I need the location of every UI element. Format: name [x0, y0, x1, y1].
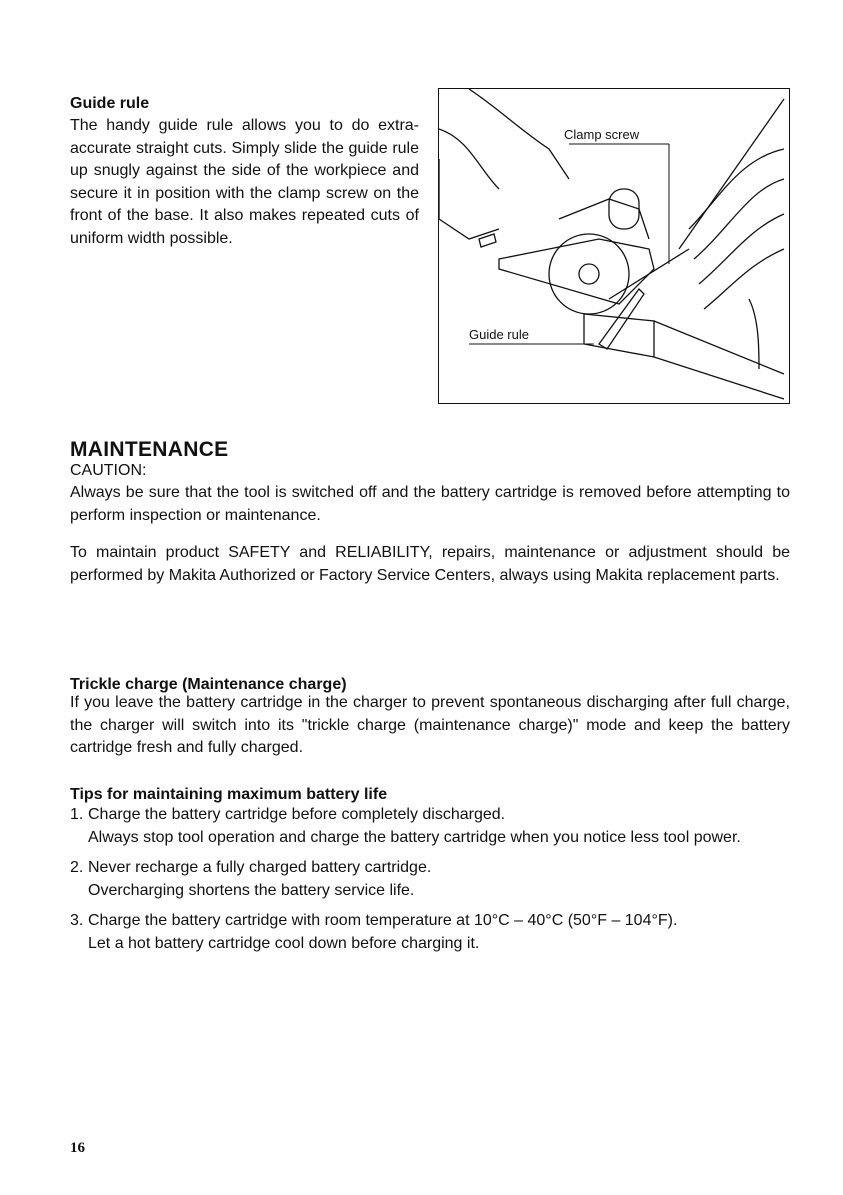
tips-list	[70, 804, 790, 963]
guide-rule-figure	[438, 88, 790, 404]
caution-label: CAUTION:	[70, 462, 147, 479]
tip-detail: Always stop tool operation and charge the battery cartridge when you notice less tool power.	[88, 828, 741, 846]
tip-text: Charge the battery cartridge before completely discharged.	[88, 806, 506, 823]
tip-number: 3.	[70, 912, 84, 929]
tip-detail: Let a hot battery cartridge cool down before charging it.	[88, 934, 480, 952]
guide-rule-label: Guide rule	[469, 327, 529, 342]
tip-item	[70, 910, 790, 955]
tip-number: 1.	[70, 806, 84, 823]
tip-text: Charge the battery cartridge with room temperature at 10°C – 40°C (50°F – 104°F).	[88, 912, 678, 929]
tips-heading: Tips for maintaining maximum battery life	[70, 786, 388, 803]
tip-detail: Overcharging shortens the battery service life.	[88, 881, 415, 899]
trickle-charge-heading: Trickle charge (Maintenance charge)	[70, 676, 347, 693]
clamp-screw-label: Clamp screw	[564, 127, 640, 142]
guide-rule-text: The handy guide rule allows you to do extra-accurate straight cuts. Simply slide the guide rule up snugly against the side of the workpiece and secure it in position with the clamp screw on the front of the base. It also makes repeated cuts of uniform width possible.	[70, 117, 419, 247]
guide-rule-heading: Guide rule	[70, 95, 150, 112]
tip-item	[70, 804, 790, 849]
tip-item	[70, 857, 790, 902]
tip-text: Never recharge a fully charged battery cartridge.	[88, 859, 432, 876]
page-number: 16	[70, 1140, 85, 1156]
tip-number: 2.	[70, 859, 84, 876]
caution-text: Always be sure that the tool is switched off and the battery cartridge is removed before attempting to perform inspection or maintenance.	[70, 484, 790, 524]
safety-text: To maintain product SAFETY and RELIABILITY, repairs, maintenance or adjustment should be performed by Makita Authorized or Factory Service Centers, always using Makita replacement parts.	[70, 544, 790, 584]
maintenance-heading: MAINTENANCE	[70, 438, 229, 461]
trickle-charge-text: If you leave the battery cartridge in the charger to prevent spontaneous discharging after full charge, the charger will switch into its "trickle charge (maintenance charge)" mode and keep the battery cartridge fresh and fully charged.	[70, 694, 790, 756]
